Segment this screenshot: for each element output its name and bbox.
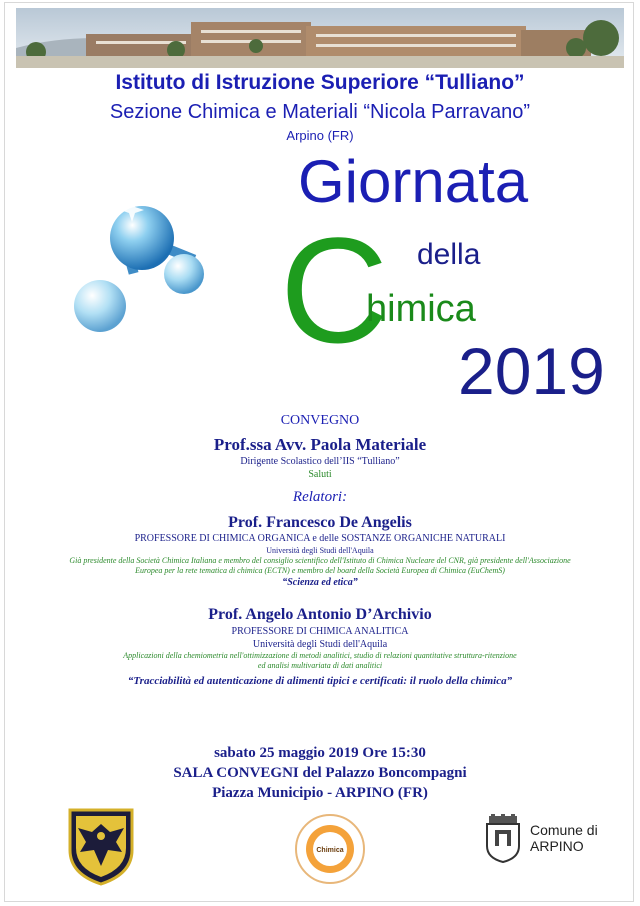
speaker-1-university: Università degli Studi dell'Aquila <box>266 546 374 555</box>
speaker-1-role: PROFESSORE DI CHIMICA ORGANICA e delle SOSTANZE ORGANICHE NATURALI <box>134 533 506 544</box>
city-label: Arpino (FR) <box>286 128 354 143</box>
comune-line1: Comune di <box>530 822 598 838</box>
speaker-2-name: Prof. Angelo Antonio D’Archivio <box>208 606 432 623</box>
molecule-illustration <box>62 190 222 350</box>
greeting-role: Dirigente Scolastico dell’IIS “Tulliano” <box>240 456 400 467</box>
speaker-1-name: Prof. Francesco De Angelis <box>228 514 412 531</box>
coat-of-arms-logo <box>66 806 136 886</box>
greeting-note: Saluti <box>308 469 332 480</box>
greeting-name: Prof.ssa Avv. Paola Materiale <box>213 435 427 454</box>
chimica-section-logo <box>292 806 368 892</box>
school-building-photo <box>16 8 624 68</box>
speaker-1-talk: “Scienza ed etica” <box>282 577 358 588</box>
event-address: Piazza Municipio - ARPINO (FR) <box>212 785 428 801</box>
speaker-2-talk: “Tracciabilità ed autenticazione di alimenti tipici e certificati: il ruolo della chimica” <box>127 675 513 687</box>
town-crest-icon <box>483 814 523 864</box>
institute-title: Istituto di Istruzione Superiore “Tulliano” <box>115 71 525 94</box>
comune-line2: ARPINO <box>530 838 584 855</box>
title-year: 2019 <box>458 334 605 408</box>
title-giornata: Giornata <box>298 148 529 215</box>
event-date-time: sabato 25 maggio 2019 Ore 15:30 <box>214 745 426 761</box>
relatori-label: Relatori: <box>292 489 348 505</box>
speaker-2-university: Università degli Studi dell'Aquila <box>252 639 388 650</box>
speaker-1-bio-line2: Europea per la rete tematica di chimica (ECTN) e membro del board della Società Europea di Chimica (EuChemS) <box>135 566 505 575</box>
title-himica: himica <box>366 288 476 330</box>
convegno-label: CONVEGNO <box>280 413 360 428</box>
badge-text: Chimica <box>316 847 344 854</box>
title-big-c: C <box>280 206 389 374</box>
section-title: Sezione Chimica e Materiali “Nicola Parravano” <box>109 101 531 123</box>
comune-label <box>530 822 598 854</box>
school-building-image <box>16 8 624 68</box>
title-della: della <box>417 238 481 271</box>
eagle-shield-icon <box>66 806 136 886</box>
speaker-2-bio-line2: ed analisi multivariata di dati analitici <box>257 661 383 670</box>
speaker-1-bio-line1: Già presidente della Società Chimica Italiana e membro del consiglio scientifico dell'Istituto di Chimica Nucleare del CNR, già presidente dell'Associazione <box>69 556 571 565</box>
chimica-badge-icon <box>292 806 368 892</box>
event-venue: SALA CONVEGNI del Palazzo Boncompagni <box>173 765 467 781</box>
speaker-2-bio-line1: Applicazioni della chemiometria nell'ottimizzazione di metodi analitici, studio di relazioni quantitative struttura-ritenzione <box>123 651 517 660</box>
comune-crest <box>483 814 523 864</box>
speaker-2-role: PROFESSORE DI CHIMICA ANALITICA <box>231 626 409 637</box>
molecule-icon <box>62 190 222 350</box>
